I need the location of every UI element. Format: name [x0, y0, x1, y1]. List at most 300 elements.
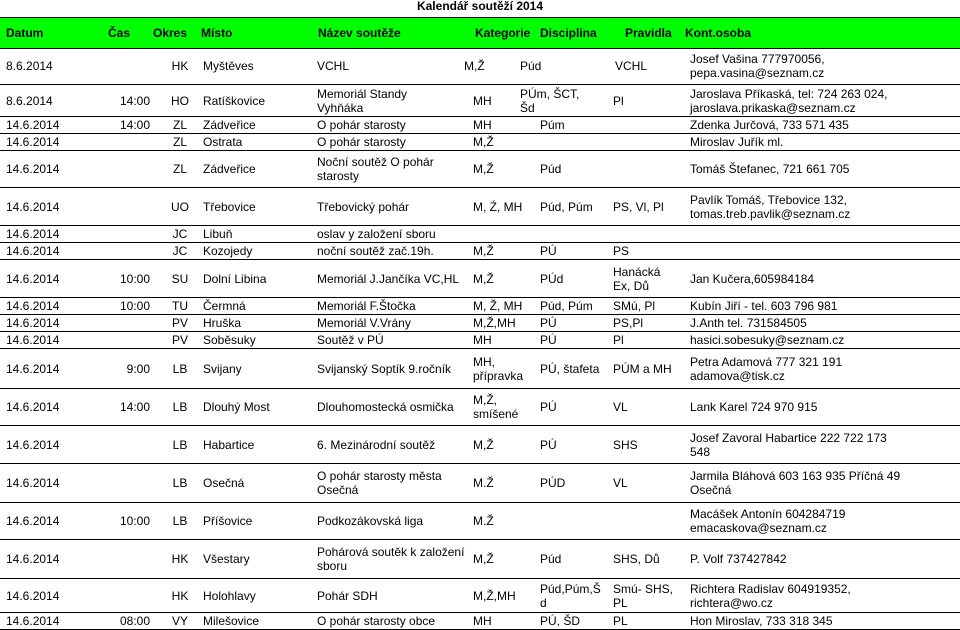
cell-time — [70, 226, 150, 242]
cell-date-text: 14.6.2014 — [6, 437, 60, 452]
cell-category-text: MH — [473, 118, 492, 132]
cell-name — [317, 332, 477, 348]
cell-discipline — [520, 48, 590, 84]
table-row — [0, 188, 960, 226]
cell-contact-text: Lank Karel 724 970 915 — [690, 400, 818, 414]
cell-category — [460, 48, 520, 84]
cell-category — [473, 332, 533, 348]
cell-district-text: TU — [172, 299, 188, 313]
cell-district — [150, 134, 210, 150]
cell-district-text: LB — [172, 514, 188, 528]
cell-time-text: 14:00 — [119, 400, 150, 414]
cell-category-text: M,Ž — [464, 59, 485, 73]
cell-date-text: 14.6.2014 — [6, 244, 60, 258]
cell-contact — [690, 389, 958, 425]
cell-district-text: PV — [171, 333, 188, 347]
cell-name-text: Soutěž v PÚ — [317, 333, 384, 347]
cell-rules — [613, 332, 678, 348]
cell-category — [473, 134, 533, 150]
cell-contact-text: hasici.sobesuky@seznam.cz — [690, 333, 845, 347]
cell-discipline-text: PÚ — [540, 316, 557, 330]
cell-date-text: 8.6.2014 — [6, 93, 53, 108]
cell-category — [473, 188, 533, 225]
cell-place — [203, 315, 313, 331]
cell-rules-text: Hanácká Ex, Dů — [613, 264, 661, 293]
cell-name-text: Memoriál J.Jančíka VC,HL — [317, 271, 460, 286]
cell-discipline-text: Púd, Púm — [540, 199, 593, 214]
cell-place — [203, 226, 313, 242]
cell-contact-text: Josef Zavoral Habartice 222 722 173 548 — [690, 430, 887, 459]
cell-district — [150, 613, 210, 629]
cell-contact — [690, 613, 958, 629]
cell-category-text: M,Ž — [473, 135, 494, 149]
cell-discipline-text: PÚ — [540, 333, 557, 347]
cell-district — [150, 579, 210, 612]
cell-time — [70, 503, 150, 539]
cell-discipline-text: PÚD — [540, 476, 566, 490]
cell-place — [203, 243, 313, 259]
cell-time — [70, 426, 150, 463]
cell-time — [70, 85, 150, 116]
cell-place-text: Kozojedy — [203, 244, 253, 258]
cell-name — [317, 243, 477, 259]
cell-place-text: Zádveřice — [203, 162, 256, 176]
table-row — [0, 464, 960, 503]
cell-name-text: noční soutěž zač.19h. — [317, 244, 434, 258]
cell-time — [70, 298, 150, 314]
cell-place-text: Habartice — [203, 437, 255, 452]
cell-contact — [690, 540, 958, 578]
cell-district-text: HO — [171, 93, 189, 108]
cell-district-text: ZL — [172, 118, 187, 132]
cell-category — [473, 260, 533, 297]
cell-date-text: 14.6.2014 — [6, 316, 60, 330]
cell-category-text: MH, přípravka — [473, 354, 524, 383]
cell-place — [203, 464, 313, 502]
cell-name — [317, 315, 477, 331]
cell-date-text: 14.6.2014 — [6, 361, 60, 376]
table-row — [0, 613, 960, 630]
cell-category — [473, 243, 533, 259]
cell-name-text: O pohár starosty obce — [317, 614, 436, 628]
cell-name — [317, 151, 477, 187]
cell-category-text: M,Ž, smíšené — [473, 393, 519, 421]
cell-rules-text: PL — [613, 614, 628, 628]
cell-category — [473, 579, 533, 612]
cell-name-text: VCHL — [317, 59, 350, 73]
cell-rules-text: PS,Pl — [613, 316, 644, 330]
cell-contact — [690, 134, 958, 150]
cell-discipline — [540, 426, 610, 463]
cell-name — [317, 134, 477, 150]
cell-name-text: Pohárová soutěk k založení sboru — [317, 545, 465, 573]
cell-contact-text: Hon Miroslav, 733 318 345 — [690, 614, 833, 628]
cell-category — [473, 389, 533, 425]
table-row — [0, 503, 960, 540]
cell-discipline — [540, 315, 610, 331]
cell-district-text: LB — [172, 400, 188, 414]
cell-district-text: JC — [172, 244, 188, 258]
cell-rules-text: VCHL — [615, 59, 648, 73]
table-row — [0, 134, 960, 151]
cell-date-text: 14.6.2014 — [6, 118, 60, 132]
cell-category-text: M.Ž — [473, 476, 494, 490]
cell-rules — [613, 464, 678, 502]
cell-date-text: 14.6.2014 — [6, 299, 60, 313]
cell-rules — [613, 389, 678, 425]
cell-category — [473, 613, 533, 629]
cell-district — [150, 48, 210, 84]
cell-category — [473, 503, 533, 539]
cell-category — [473, 117, 533, 133]
cell-contact — [690, 298, 958, 314]
cell-rules — [613, 579, 678, 612]
cell-contact — [690, 579, 958, 612]
cell-place — [203, 134, 313, 150]
cell-contact-text: Zdenka Jurčová, 733 571 435 — [690, 118, 849, 132]
cell-time — [70, 332, 150, 348]
table-row — [0, 298, 960, 315]
cell-category-text: MH — [473, 614, 492, 628]
cell-date-text: 14.6.2014 — [6, 476, 60, 490]
cell-name — [317, 226, 477, 242]
cell-category-text: M,Ž — [473, 244, 494, 258]
cell-discipline — [540, 260, 610, 297]
cell-date-text: 14.6.2014 — [6, 162, 60, 176]
cell-place — [203, 389, 313, 425]
cell-place-text: Ratíškovice — [203, 93, 266, 108]
cell-rules — [613, 117, 678, 133]
cell-name-text: oslav y založení sboru — [317, 227, 436, 241]
cell-place — [203, 613, 313, 629]
cell-name — [317, 298, 477, 314]
cell-district-text: JC — [172, 227, 188, 241]
cell-place-text: Ostrata — [203, 135, 243, 149]
cell-category-text: M.Ž — [473, 514, 494, 528]
cell-category-text: M, Ž, MH — [473, 299, 523, 313]
cell-time — [70, 613, 150, 629]
cell-discipline-text: PÚ — [540, 400, 557, 414]
cell-name-text: Svijanský Soptík 9.ročník — [317, 361, 452, 376]
cell-discipline — [540, 117, 610, 133]
cell-discipline — [540, 188, 610, 225]
cell-date-text: 14.6.2014 — [6, 271, 60, 286]
cell-name — [317, 579, 477, 612]
cell-name-text: Memoriál V.Vrány — [317, 316, 411, 330]
cell-discipline-text: Púd — [520, 59, 542, 73]
cell-contact — [690, 260, 958, 297]
cell-date-text: 14.6.2014 — [6, 552, 60, 566]
header-place: Místo — [201, 26, 233, 40]
cell-place-text: Třebovice — [203, 199, 256, 214]
cell-rules — [613, 349, 678, 388]
cell-name-text: O pohár starosty — [317, 118, 406, 132]
header-discipline: Disciplina — [540, 26, 597, 40]
cell-rules — [613, 85, 653, 116]
cell-contact — [690, 226, 958, 242]
cell-time — [70, 134, 150, 150]
cell-place — [203, 579, 313, 612]
cell-rules-text: VL — [613, 400, 628, 414]
cell-place-text: Čermná — [203, 299, 246, 313]
cell-discipline — [540, 389, 610, 425]
cell-name-text: Pohár SDH — [317, 588, 378, 603]
cell-contact-text: Tomáš Štefanec, 721 661 705 — [690, 162, 850, 176]
cell-contact-text: Jarmila Bláhová 603 163 935 Příčná 49 Osečná — [690, 469, 901, 497]
cell-place — [203, 85, 313, 116]
cell-time — [70, 579, 150, 612]
cell-discipline-text: PÚ, ŠD — [540, 614, 581, 628]
table-row — [0, 260, 960, 298]
cell-place-text: Příšovice — [203, 514, 253, 528]
table-row — [0, 85, 960, 117]
cell-category-text: M,Ž — [473, 437, 494, 452]
cell-district — [150, 85, 210, 116]
cell-category — [473, 426, 533, 463]
cell-discipline — [540, 298, 610, 314]
cell-discipline — [540, 464, 610, 502]
cell-category-text: MH — [473, 333, 492, 347]
cell-rules — [615, 48, 675, 84]
cell-rules — [613, 188, 678, 225]
cell-rules — [613, 613, 678, 629]
cell-rules-text: SMú, Pl — [613, 299, 656, 313]
cell-contact — [690, 464, 958, 502]
cell-discipline-text: Púm — [540, 118, 565, 132]
cell-category-text: M,Ž — [473, 552, 494, 566]
cell-date-text: 14.6.2014 — [6, 588, 60, 603]
cell-time — [70, 243, 150, 259]
table-header — [0, 17, 960, 49]
cell-date-text: 14.6.2014 — [6, 199, 60, 214]
table-row — [0, 117, 960, 134]
cell-place-text: Myštěves — [203, 59, 254, 73]
header-contact: Kont.osoba — [685, 26, 751, 40]
cell-rules-text: PS — [613, 244, 630, 258]
cell-rules-text: Pl — [613, 333, 624, 347]
cell-district — [150, 188, 210, 225]
cell-place-text: Libuň — [203, 227, 233, 241]
cell-place — [203, 188, 313, 225]
cell-name — [317, 613, 477, 629]
header-date: Datum — [6, 26, 44, 40]
header-time: Čas — [108, 26, 131, 40]
cell-contact — [690, 188, 958, 225]
cell-time — [70, 464, 150, 502]
cell-rules — [613, 151, 678, 187]
cell-place-text: Milešovice — [203, 614, 260, 628]
cell-place — [203, 332, 313, 348]
cell-time — [70, 349, 150, 388]
cell-category — [473, 151, 533, 187]
cell-contact — [690, 349, 958, 388]
cell-time-text: 10:00 — [119, 271, 150, 286]
cell-category — [473, 349, 533, 388]
cell-district — [150, 298, 210, 314]
cell-rules — [613, 298, 678, 314]
cell-name-text: O pohár starosty města Osečná — [317, 469, 442, 497]
cell-place-text: Všestary — [203, 552, 250, 566]
cell-discipline-text: Púd, Púm — [540, 299, 593, 313]
cell-district — [150, 389, 210, 425]
cell-discipline-text: Púd — [540, 162, 562, 176]
cell-discipline — [540, 579, 610, 612]
cell-rules-text: PÚM a MH — [613, 361, 672, 376]
cell-place — [203, 503, 313, 539]
cell-name — [317, 117, 477, 133]
cell-discipline — [540, 151, 610, 187]
cell-category — [473, 226, 533, 242]
cell-name — [317, 426, 477, 463]
cell-rules — [613, 426, 678, 463]
cell-contact — [690, 243, 958, 259]
cell-discipline-text: PÚm, ŠCT, Šd — [520, 86, 580, 115]
cell-contact-text: Richtera Radislav 604919352, richtera@wo.cz — [690, 581, 851, 610]
table-row — [0, 389, 960, 426]
cell-discipline-text: PÚ — [540, 244, 557, 258]
table-row — [0, 579, 960, 613]
cell-district — [150, 426, 210, 463]
cell-contact-text: Jaroslava Příkaská, tel: 724 263 024, jaroslava.prikaska@seznam.cz — [690, 86, 888, 115]
cell-place — [203, 426, 313, 463]
cell-district — [150, 260, 210, 297]
cell-discipline — [540, 503, 610, 539]
cell-discipline-text: PÚd — [540, 271, 564, 286]
cell-date-text: 14.6.2014 — [6, 514, 60, 528]
cell-discipline-text: Púd,Púm,Š d — [540, 581, 601, 610]
cell-district — [150, 151, 210, 187]
cell-district-text: HK — [171, 588, 189, 603]
table-row — [0, 315, 960, 332]
cell-name — [317, 389, 477, 425]
cell-district-text: SU — [171, 271, 189, 286]
cell-rules-text: PS, Vl, Pl — [613, 199, 664, 214]
cell-contact — [690, 48, 958, 84]
cell-rules — [613, 226, 678, 242]
cell-contact — [690, 85, 958, 116]
cell-time-text: 9:00 — [126, 361, 150, 376]
cell-category-text: M,Ž — [473, 271, 494, 286]
cell-category-text: M,Ž — [473, 162, 494, 176]
cell-district-text: HK — [171, 59, 189, 73]
cell-date-text: 14.6.2014 — [6, 227, 60, 241]
cell-time-text: 10:00 — [119, 299, 150, 313]
cell-date-text: 8.6.2014 — [6, 59, 53, 73]
cell-rules — [613, 315, 678, 331]
cell-place — [203, 349, 313, 388]
cell-contact — [690, 503, 958, 539]
cell-discipline — [540, 134, 610, 150]
cell-contact-text: J.Anth tel. 731584505 — [690, 316, 807, 330]
cell-contact — [690, 426, 958, 463]
cell-contact-text: Kubín Jiří - tel. 603 796 981 — [690, 299, 838, 313]
cell-place-text: Soběsuky — [203, 333, 256, 347]
cell-time — [70, 389, 150, 425]
cell-contact-text: Jan Kučera,605984184 — [690, 271, 815, 286]
cell-discipline — [540, 243, 610, 259]
header-category: Kategorie — [475, 26, 531, 40]
cell-time-text: 10:00 — [119, 514, 150, 528]
cell-category-text: M,Ž,MH — [473, 588, 516, 603]
cell-district-text: LB — [172, 476, 188, 490]
header-district: Okres — [153, 26, 188, 40]
cell-discipline — [540, 226, 610, 242]
cell-time-text: 08:00 — [119, 614, 150, 628]
cell-date-text: 14.6.2014 — [6, 614, 60, 628]
cell-rules-text: SHS — [613, 437, 638, 452]
cell-time-text: 14:00 — [119, 93, 150, 108]
cell-discipline — [540, 540, 610, 578]
cell-place-text: Zádveřice — [203, 118, 256, 132]
cell-time-text: 14:00 — [119, 118, 150, 132]
cell-rules — [613, 540, 678, 578]
cell-discipline — [540, 332, 610, 348]
cell-district-text: LB — [172, 361, 188, 376]
cell-district-text: PV — [171, 316, 188, 330]
cell-rules — [613, 243, 678, 259]
cell-contact-text: Josef Vašina 777970056, pepa.vasina@seznam.cz — [690, 52, 825, 80]
table-row — [0, 349, 960, 389]
cell-date-text: 14.6.2014 — [6, 135, 60, 149]
cell-category — [473, 464, 533, 502]
cell-category-text: M,Ž,MH — [473, 316, 516, 330]
cell-rules — [613, 134, 678, 150]
table-row — [0, 48, 960, 85]
cell-district — [150, 226, 210, 242]
cell-name-text: Noční soutěž O pohár starosty — [317, 155, 434, 183]
cell-time — [70, 151, 150, 187]
cell-name — [317, 349, 477, 388]
table-row — [0, 332, 960, 349]
cell-district-text: VY — [171, 614, 188, 628]
cell-contact-text: Pavlík Tomáš, Třebovice 132, tomas.treb.pavlik@seznam.cz — [690, 192, 851, 221]
cell-district-text: LB — [172, 437, 188, 452]
cell-name — [317, 188, 477, 225]
cell-name-text: Memoriál Standy Vyhňáka — [317, 86, 408, 115]
cell-place — [203, 260, 313, 297]
cell-district-text: ZL — [172, 135, 187, 149]
cell-time — [70, 48, 150, 84]
cell-category — [473, 540, 533, 578]
cell-place — [203, 117, 313, 133]
cell-district — [150, 117, 210, 133]
cell-discipline-text: Púd — [540, 552, 562, 566]
cell-place-text: Dolní Libina — [203, 271, 267, 286]
cell-place-text: Svijany — [203, 361, 242, 376]
cell-contact — [690, 117, 958, 133]
cell-name — [317, 540, 477, 578]
cell-discipline — [520, 85, 580, 116]
cell-category-text: M, Ź, MH — [473, 199, 523, 214]
header-rules: Pravidla — [625, 26, 672, 40]
cell-place — [203, 151, 313, 187]
cell-category — [473, 298, 533, 314]
cell-time — [70, 315, 150, 331]
cell-rules-text: SHS, Dů — [613, 552, 660, 566]
table-row — [0, 426, 960, 464]
cell-name-text: Třebovický pohár — [317, 199, 410, 214]
cell-time — [70, 188, 150, 225]
cell-discipline-text: PÚ, štafeta — [540, 361, 600, 376]
cell-name — [317, 503, 477, 539]
cell-place-text: Dlouhý Most — [203, 400, 270, 414]
cell-place — [203, 540, 313, 578]
table-row — [0, 151, 960, 188]
table-row — [0, 540, 960, 579]
cell-name-text: 6. Mezinárodní soutěž — [317, 437, 436, 452]
cell-district-text: ZL — [172, 162, 187, 176]
cell-place — [203, 298, 313, 314]
